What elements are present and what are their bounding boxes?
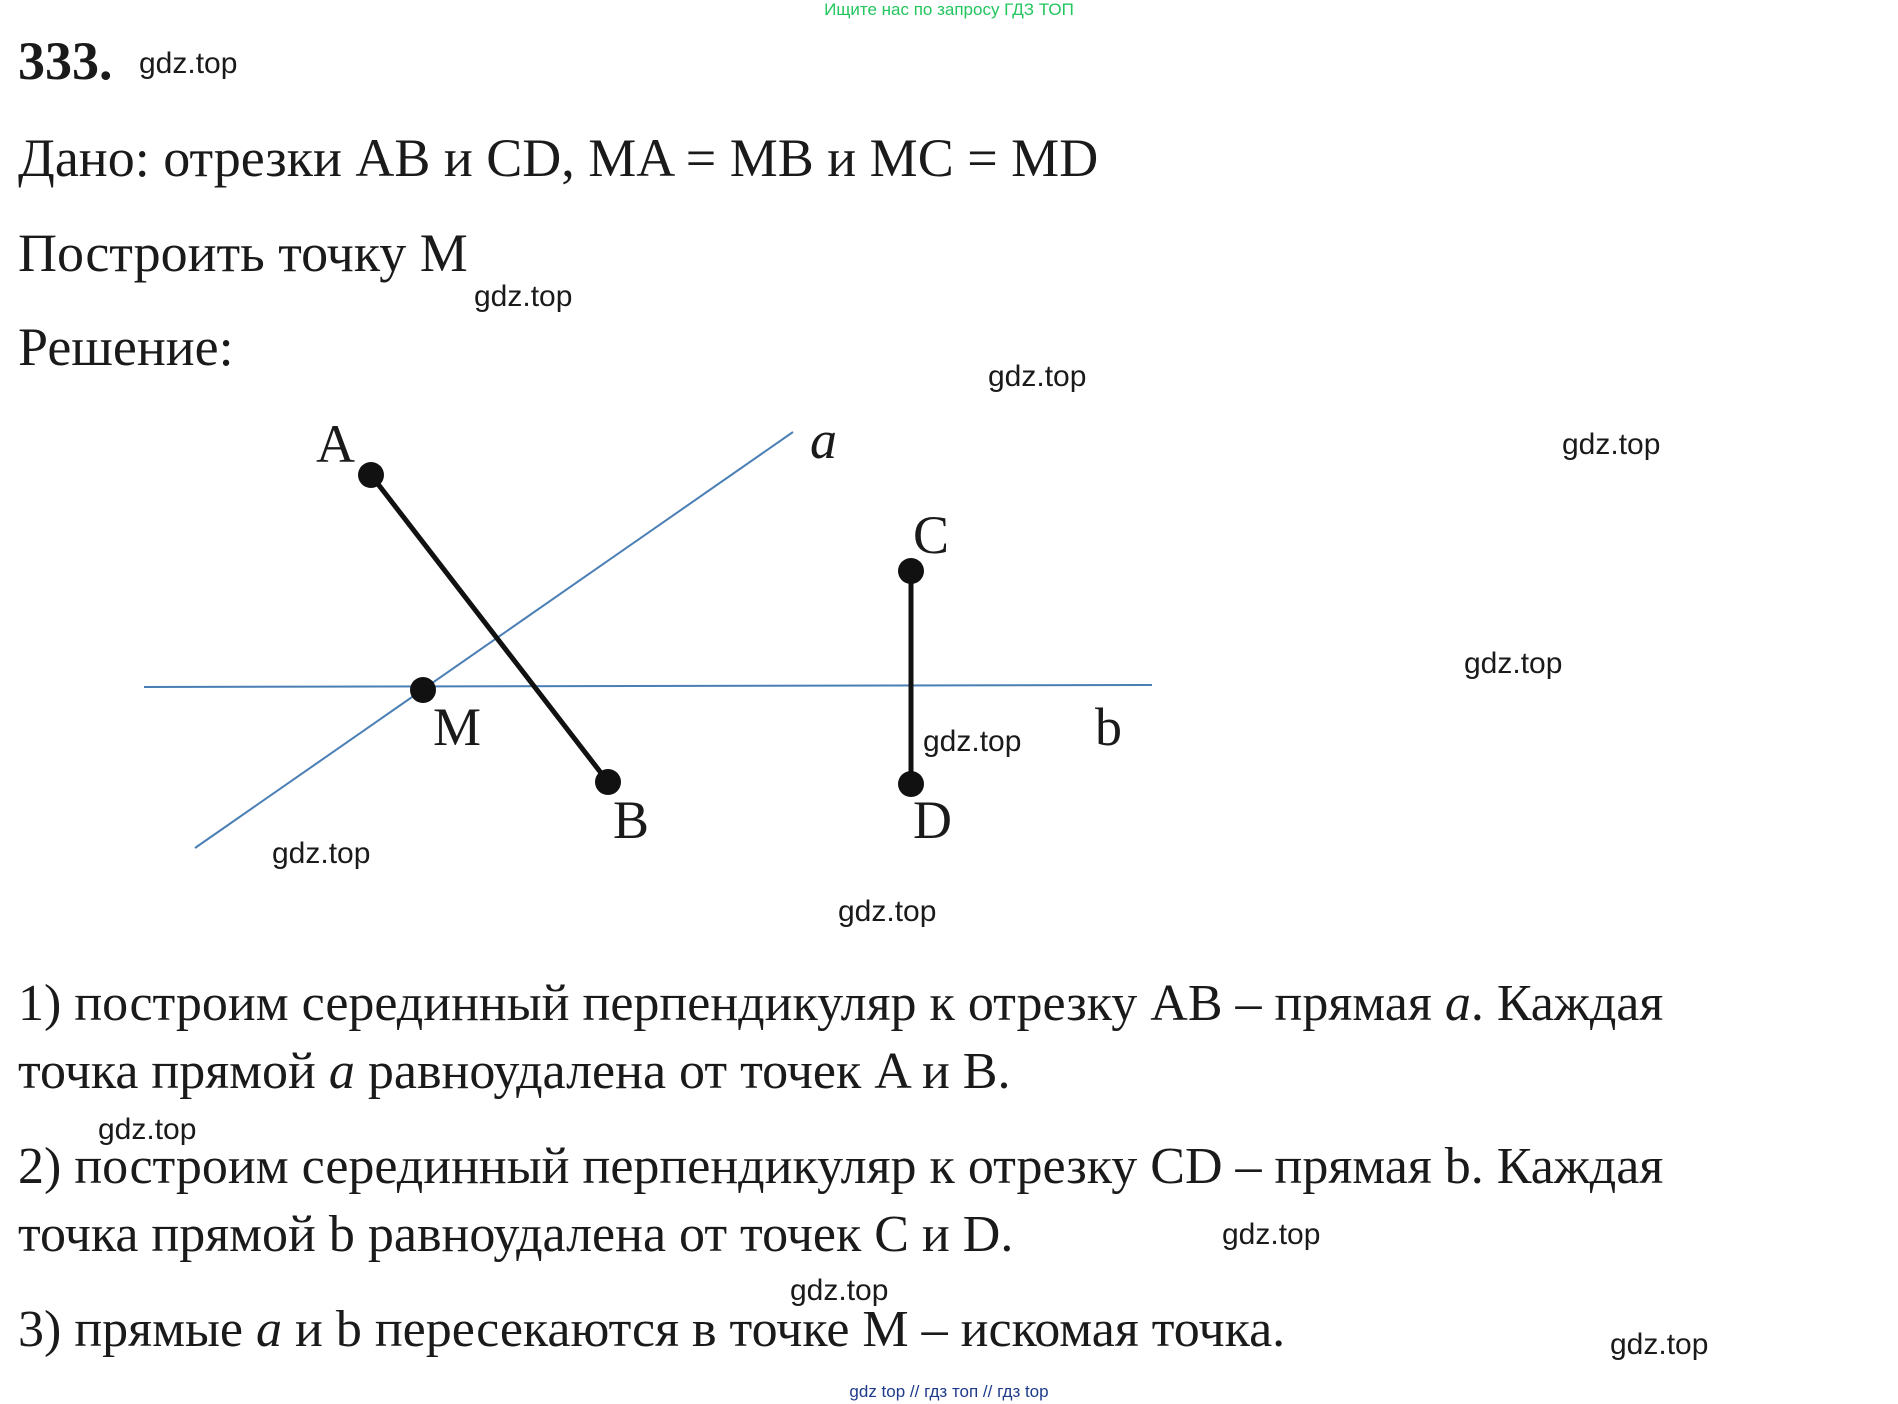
segment-ab	[371, 475, 608, 782]
label-line-a: a	[810, 410, 837, 470]
bottom-links[interactable]: gdz top // гдз топ // гдз top	[849, 1382, 1049, 1401]
label-c-point: C	[913, 505, 950, 565]
label-d-point: D	[913, 790, 952, 850]
watermark: gdz.top	[474, 280, 573, 313]
watermark: gdz.top	[1562, 428, 1661, 461]
line-b	[144, 685, 1152, 687]
watermark: gdz.top	[139, 47, 238, 80]
watermark: gdz.top	[923, 725, 1022, 758]
label-m-point: M	[433, 697, 482, 757]
watermark: gdz.top	[272, 837, 371, 870]
watermark: gdz.top	[838, 895, 937, 928]
problem-number: 333.	[18, 31, 113, 91]
step-1-line-2: точка прямой a равноудалена от точек A и B.	[18, 1043, 1011, 1100]
step-3: 3) прямые a и b пересекаются в точке M – искомая точка.	[18, 1301, 1286, 1358]
watermark: gdz.top	[1222, 1218, 1321, 1251]
label-b-point: B	[613, 790, 650, 850]
watermark: gdz.top	[790, 1274, 889, 1307]
step-2-line-2: точка прямой b равноудалена от точек C и D.	[18, 1206, 1014, 1263]
watermark: gdz.top	[1610, 1328, 1709, 1361]
watermark: gdz.top	[98, 1113, 197, 1146]
watermark: gdz.top	[988, 360, 1087, 393]
solution-heading: Решение:	[18, 317, 234, 377]
watermark: gdz.top	[1464, 647, 1563, 680]
step-1-line-1: 1) построим серединный перпендикуляр к отрезку AB – прямая a. Каждая	[18, 975, 1664, 1032]
step-2	[18, 1133, 1663, 1269]
given-statement: Дано: отрезки AB и CD, MA = MB и MC = MD	[18, 128, 1099, 188]
top-banner: Ищите нас по запросу ГДЗ ТОП	[824, 0, 1074, 19]
label-a-point: A	[316, 414, 355, 474]
point-a	[358, 462, 384, 488]
step-1	[18, 970, 1663, 1106]
label-line-b: b	[1095, 697, 1122, 757]
task-statement: Построить точку M	[18, 223, 468, 283]
step-2-line-1: 2) построим серединный перпендикуляр к отрезку CD – прямая b. Каждая	[18, 1138, 1664, 1195]
line-a	[195, 432, 793, 848]
